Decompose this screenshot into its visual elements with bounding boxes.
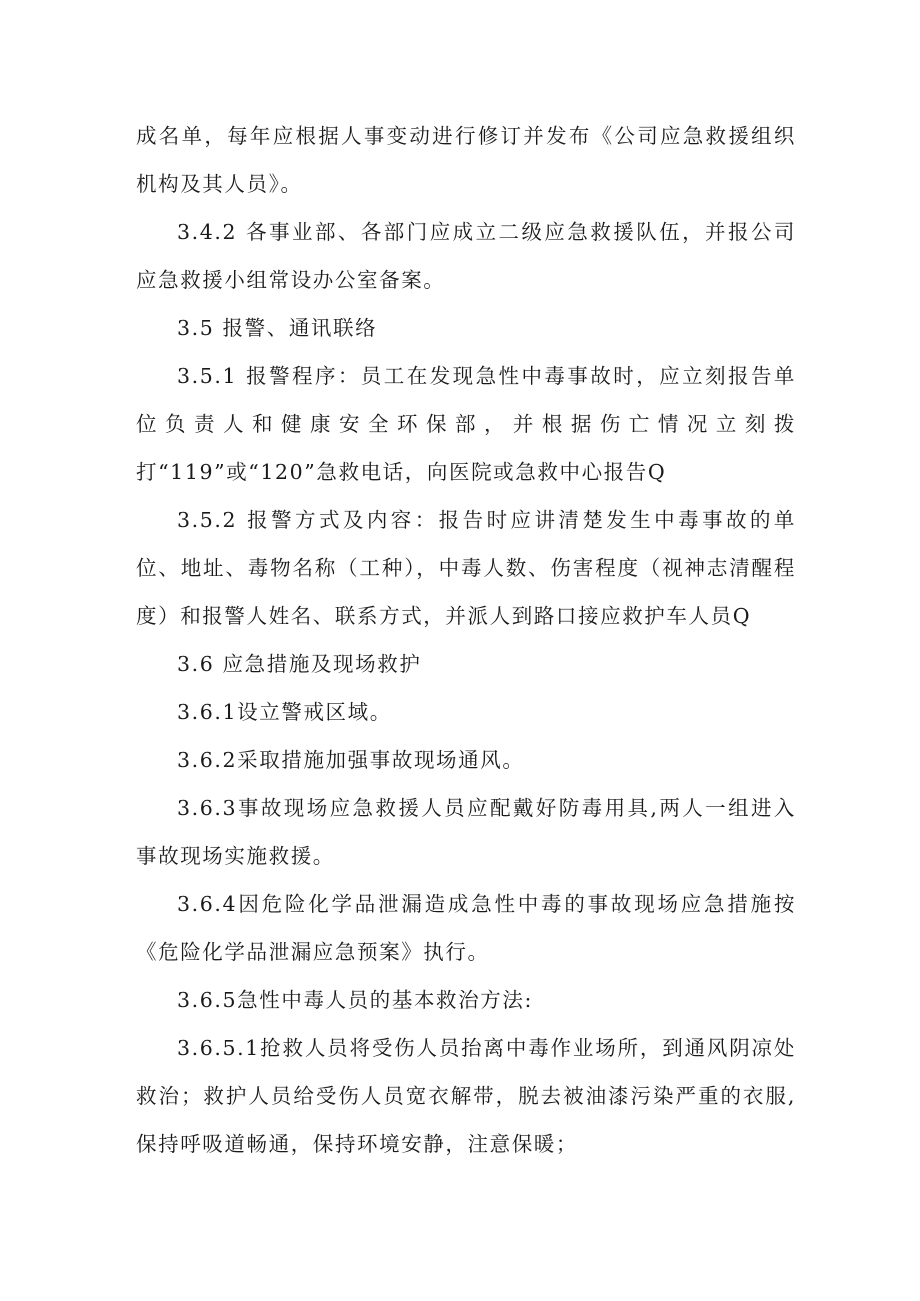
paragraph-3-5-2: 3.5.2 报警方式及内容：报告时应讲清楚发生中毒事故的单位、地址、毒物名称（工种），中毒人数、伤害程度（视神志清醒程度）和报警人姓名、联系方式，并派人到路口接应救护车人员Q <box>136 508 796 628</box>
paragraph-3-6-5: 3.6.5急性中毒人员的基本救治方法: <box>177 988 533 1012</box>
paragraph-roster-continuation: 成名单，每年应根据人事变动进行修订并发布《公司应急救援组织机构及其人员》。 <box>136 124 796 196</box>
section-heading-3-5: 3.5 报警、通讯联络 <box>177 316 378 340</box>
paragraph-3-6-1: 3.6.1设立警戒区域。 <box>177 700 392 724</box>
document-body <box>136 112 796 1168</box>
section-heading-3-6: 3.6 应急措施及现场救护 <box>177 652 422 676</box>
paragraph-3-6-4: 3.6.4因危险化学品泄漏造成急性中毒的事故现场应急措施按《危险化学品泄漏应急预案》执行。 <box>136 892 796 964</box>
paragraph-3-4-2: 3.4.2 各事业部、各部门应成立二级应急救援队伍，并报公司应急救援小组常设办公室备案。 <box>136 220 796 292</box>
paragraph-3-6-2: 3.6.2采取措施加强事故现场通风。 <box>177 748 525 772</box>
paragraph-3-6-5-1: 3.6.5.1抢救人员将受伤人员抬离中毒作业场所，到通风阴凉处救治；救护人员给受伤人员宽衣解带，脱去被油漆污染严重的衣服,保持呼吸道畅通，保持环境安静，注意保暖； <box>136 1036 796 1156</box>
paragraph-3-6-3: 3.6.3事故现场应急救援人员应配戴好防毒用具,两人一组进入事故现场实施救援。 <box>136 796 796 868</box>
paragraph-3-5-1: 3.5.1 报警程序：员工在发现急性中毒事故时，应立刻报告单位负责人和健康安全环保部，并根据伤亡情况立刻拨打“119”或“120”急救电话，向医院或急救中心报告Q <box>136 364 796 484</box>
